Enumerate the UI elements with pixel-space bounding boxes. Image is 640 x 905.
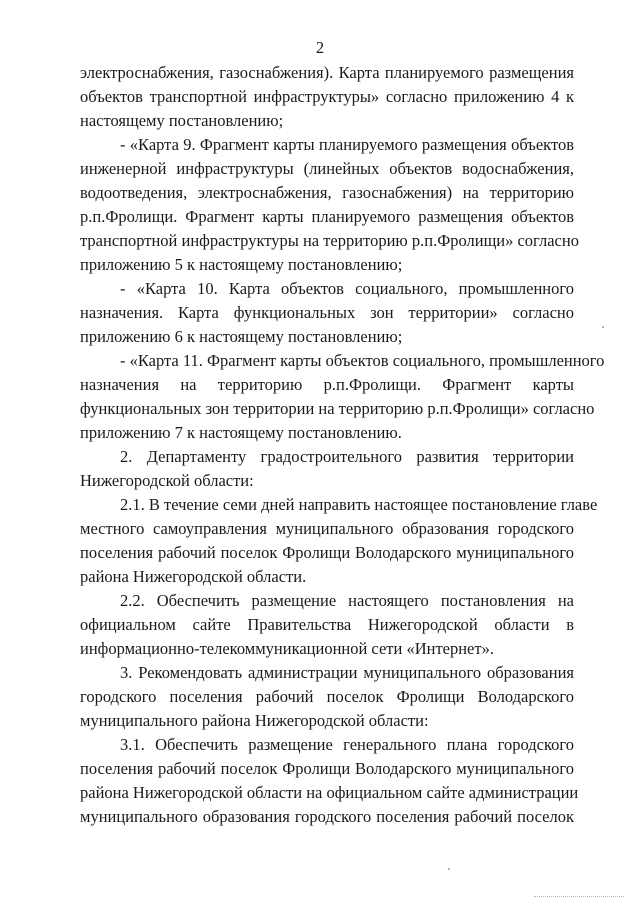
paragraph-item-2-2 xyxy=(80,589,574,661)
text-line: местного самоуправления муниципального образования городского xyxy=(80,519,574,538)
text-line: инженерной инфраструктуры (линейных объектов водоснабжения, xyxy=(80,159,574,178)
text-line: р.п.Фролищи. Фрагмент карты планируемого размещения объектов xyxy=(80,207,574,226)
text-line: функциональных зон территории на территорию р.п.Фролищи» согласно xyxy=(80,399,595,418)
text-line: электроснабжения, газоснабжения). Карта планируемого размещения xyxy=(80,63,574,82)
text-line: муниципального района Нижегородской области: xyxy=(80,711,429,730)
paragraph-map-9 xyxy=(80,133,579,277)
paragraph-item-3-1 xyxy=(80,733,579,829)
text-line: назначения на территорию р.п.Фролищи. Фрагмент карты xyxy=(80,375,574,394)
text-line: 3.1. Обеспечить размещение генерального плана городского xyxy=(120,735,574,754)
text-line: района Нижегородской области. xyxy=(80,567,307,586)
paragraph-item-2-1 xyxy=(80,493,598,589)
text-line: муниципального образования городского поселения рабочий поселок xyxy=(80,807,574,826)
paragraph-continuation xyxy=(80,61,574,133)
text-line: Нижегородской области: xyxy=(80,471,254,490)
text-line: официальном сайте Правительства Нижегородской области в xyxy=(80,615,574,634)
paragraph-map-11 xyxy=(80,349,605,445)
text-line: городского поселения рабочий поселок Фролищи Володарского xyxy=(80,687,574,706)
text-line: водоотведения, электроснабжения, газоснабжения) на территорию xyxy=(80,183,574,202)
scan-edge-marks xyxy=(534,896,624,901)
paragraph-item-2 xyxy=(80,445,574,493)
text-line: района Нижегородской области на официальном сайте администрации xyxy=(80,783,579,802)
text-line: приложению 5 к настоящему постановлению; xyxy=(80,255,403,274)
text-line: назначения. Карта функциональных зон территории» согласно xyxy=(80,303,574,322)
text-line: приложению 7 к настоящему постановлению. xyxy=(80,423,402,442)
text-line: - «Карта 9. Фрагмент карты планируемого размещения объектов xyxy=(120,135,574,154)
text-line: 3. Рекомендовать администрации муниципального образования xyxy=(120,663,574,682)
text-line: 2. Департаменту градостроительного развития территории xyxy=(120,447,574,466)
text-line: объектов транспортной инфраструктуры» согласно приложению 4 к xyxy=(80,87,574,106)
text-line: приложению 6 к настоящему постановлению; xyxy=(80,327,403,346)
document-body xyxy=(80,61,605,829)
text-line: - «Карта 11. Фрагмент карты объектов социального, промышленного xyxy=(120,351,605,370)
text-line: 2.2. Обеспечить размещение настоящего постановления на xyxy=(120,591,574,610)
text-line: 2.1. В течение семи дней направить настоящее постановление главе xyxy=(120,495,598,514)
text-line: информационно-телекоммуникационной сети «Интернет». xyxy=(80,639,494,658)
page-number: 2 xyxy=(315,38,325,57)
scan-speck xyxy=(602,326,604,328)
paragraph-item-3 xyxy=(80,661,574,733)
text-line: поселения рабочий поселок Фролищи Володарского муниципального xyxy=(80,543,574,562)
text-line: - «Карта 10. Карта объектов социального, промышленного xyxy=(120,279,574,298)
scan-speck xyxy=(448,868,450,870)
text-line: транспортной инфраструктуры на территорию р.п.Фролищи» согласно xyxy=(80,231,579,250)
text-line: поселения рабочий поселок Фролищи Володарского муниципального xyxy=(80,759,574,778)
text-line: настоящему постановлению; xyxy=(80,111,284,130)
paragraph-map-10 xyxy=(80,277,574,349)
